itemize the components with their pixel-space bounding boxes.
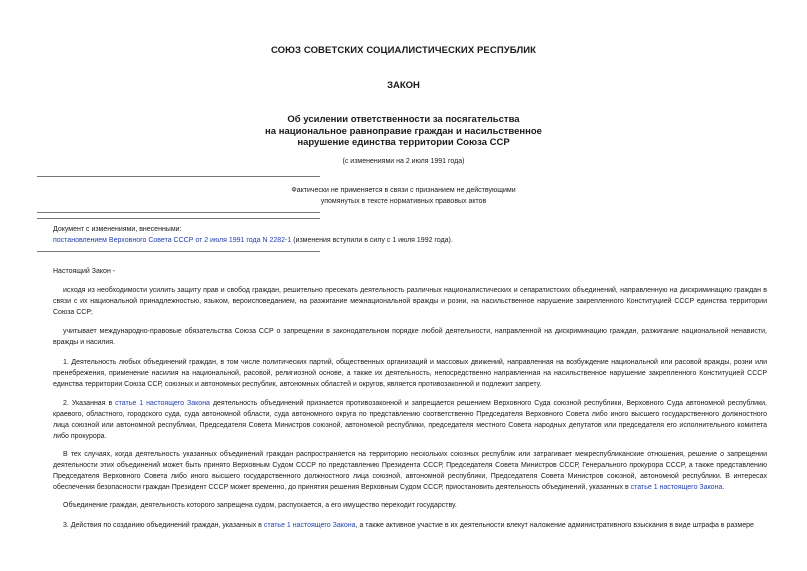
paragraph-article-3: [53, 520, 767, 531]
law-heading-line3: нарушение единства территории Союза ССР: [297, 137, 510, 148]
divider: [37, 218, 320, 219]
changes-suffix: (изменения вступили в силу с 1 июля 1992 года).: [291, 237, 453, 244]
article-3-text-end: , а также активное участие в их деятельности влекут наложение административного взыскания в виде штрафа в размере: [355, 522, 754, 529]
changes-line: [53, 235, 453, 246]
paragraph-article-2-cont: [53, 449, 767, 493]
article-1-link[interactable]: статье 1 настоящего Закона: [115, 400, 210, 407]
divider: [37, 212, 320, 213]
changes-block: [53, 224, 453, 246]
article-2-text-end: деятельность объединений признается противозаконной и запрещается решением Верховного Суда союзной республики, Верховного Суда автономной республики, краевого, областного, городского суда, суда автономной области, суда автономного округа по представлению соответственно Председателя Верховного Совета либо иного высшего государственного должностного лица союзной или автономной республики, Председателя Совета Министров союзной, автономной республики, председателя местного Совета народных депутатов или председателя его исполнительного комитета либо прокурора.: [53, 400, 767, 440]
document-type: ЗАКОН: [387, 80, 420, 91]
article-3-text-start: 3. Действия по созданию объединений граждан, указанных в: [63, 522, 264, 529]
validity-notice: [0, 185, 807, 207]
paragraph-preamble-1: исходя из необходимости усилить защиту прав и свобод граждан, решительно пресекать деятельность различных националистических и сепаратистских объединений, направленную на дискриминацию граждан в связи с их национальной принадлежностью, языком, вероисповеданием, на разжигание межнациональной вражды и розни, на насильственное нарушение закрепленного Конституцией СССР единства территории Союза ССР;: [53, 287, 767, 316]
amendments-note: (с изменениями на 2 июля 1991 года): [342, 158, 465, 165]
article-1-link[interactable]: статье 1 настоящего Закона: [263, 522, 356, 529]
state-title: СОЮЗ СОВЕТСКИХ СОЦИАЛИСТИЧЕСКИХ РЕСПУБЛИК: [270, 45, 537, 56]
article-2-cont-text-end: .: [722, 484, 725, 491]
divider: [37, 251, 320, 252]
paragraph-dissolution: Объединение граждан, деятельность которого запрещена судом, распускается, а его имущество переходит государству.: [63, 502, 457, 509]
intro-paragraph: Настоящий Закон -: [53, 268, 116, 275]
article-2-text-start: 2. Указанная в: [63, 400, 116, 407]
paragraph-article-1: 1. Деятельность любых объединений граждан, в том числе политических партий, общественных организаций и массовых движений, направленная на возбуждение национальной или расовой вражды, розни или пренебрежения, применение насилия на национальной, расовой, религиозной основе, а также их деятельность, непосредственно направленная на насильственное нарушение закрепленного Конституцией СССР единства территории Союза ССР, союзных и автономных республик, автономных областей и округов, является противозаконной и подлежит запрету.: [53, 359, 767, 388]
article-1-link[interactable]: статье 1 настоящего Закона: [630, 484, 723, 491]
law-heading: [0, 114, 807, 149]
paragraph-preamble-2: учитывает международно-правовые обязательства Союза ССР о запрещении в законодательном порядке любой деятельности, направленной на дискриминацию граждан, разжигание национальной ненависти, вражды и насилия.: [53, 328, 767, 346]
divider: [37, 176, 320, 177]
paragraph-article-2: [53, 398, 767, 442]
validity-notice-line2: упомянутых в тексте нормативных правовых актов: [320, 198, 487, 205]
amendment-decree-link[interactable]: постановлением Верховного Совета СССР от 2 июля 1991 года N 2282-1: [53, 237, 292, 244]
law-heading-line2: на национальное равноправие граждан и насильственное: [265, 125, 542, 137]
article-2-cont-text-start: В тех случаях, когда деятельность указанных объединений граждан распространяется на территорию нескольких союзных республик или затрагивает межреспубликанские отношения, решение о запрещении деятельности этих объединений может быть принято Верховным Судом СССР по представлению Президента СССР, Председателя Совета Министров СССР, Генерального прокурора СССР, а также представлению Председателя Верховного Совета либо иного высшего государственного должностного лица союзной, автономной республики, Председателя Совета Министров союзной, автономной республики. В интересах обеспечения безопасности граждан Президент СССР может временно, до принятия решения Верховным Судом СССР, приостановить деятельность объединений, указанных в: [53, 451, 767, 491]
law-heading-line1: Об усилении ответственности за посягательства: [287, 114, 520, 125]
validity-notice-line1: Фактически не применяется в связи с признанием не действующими: [291, 187, 516, 194]
changes-label: Документ с изменениями, внесенными:: [53, 226, 182, 233]
